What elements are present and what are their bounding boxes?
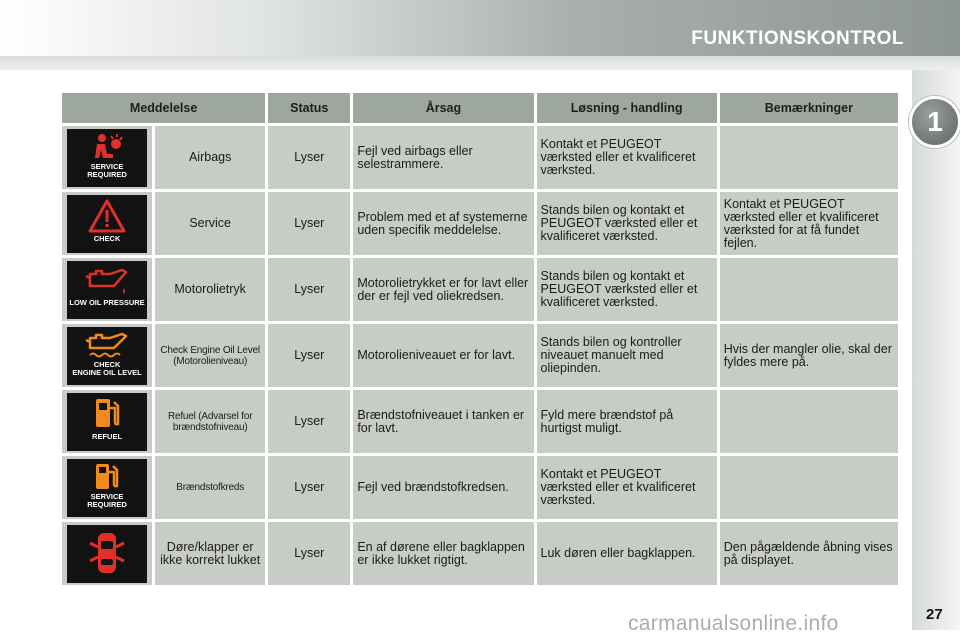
remarks-cell <box>720 258 898 321</box>
remarks-cell: Hvis der mangler olie, skal der fyldes mere på. <box>720 324 898 387</box>
icon-caption: REFUEL <box>92 431 123 441</box>
table-row <box>62 456 898 519</box>
status-cell: Lyser <box>268 192 350 255</box>
table-row <box>62 258 898 321</box>
cause-cell: Fejl ved airbags eller selestrammere. <box>353 126 533 189</box>
table-row <box>62 390 898 453</box>
message-cell: Brændstofkreds <box>155 456 265 519</box>
remarks-cell <box>720 126 898 189</box>
solution-cell: Stands bilen og kontroller niveauet manuelt med oliepinden. <box>537 324 717 387</box>
icon-cell <box>62 192 152 255</box>
warning-light-doors <box>67 525 147 583</box>
airbag-warning-icon <box>87 132 127 162</box>
status-cell: Lyser <box>268 258 350 321</box>
oil-level-icon <box>84 330 130 360</box>
warning-light-oil-level <box>67 327 147 385</box>
warning-light-refuel <box>67 393 147 451</box>
chapter-tab <box>912 70 960 630</box>
warning-lights-table <box>59 90 901 588</box>
warning-triangle-icon <box>87 198 127 234</box>
page-number: 27 <box>926 606 943 623</box>
oil-can-icon <box>84 264 130 298</box>
icon-cell <box>62 126 152 189</box>
warning-light-fuel-circuit <box>67 459 147 517</box>
message-cell: Service <box>155 192 265 255</box>
warning-light-airbag <box>67 129 147 187</box>
solution-cell: Fyld mere brændstof på hurtigst muligt. <box>537 390 717 453</box>
solution-cell: Kontakt et PEUGEOT værksted eller et kvalificeret værksted. <box>537 126 717 189</box>
status-cell: Lyser <box>268 324 350 387</box>
icon-caption: CHECK ENGINE OIL LEVEL <box>72 359 142 377</box>
solution-cell: Kontakt et PEUGEOT værksted eller et kvalificeret værksted. <box>537 456 717 519</box>
status-cell: Lyser <box>268 456 350 519</box>
message-cell: Check Engine Oil Level (Motorolieniveau) <box>155 324 265 387</box>
car-door-open-icon <box>87 529 127 579</box>
column-header-status: Status <box>268 93 350 123</box>
table-header-row <box>62 93 898 123</box>
page-title: FUNKTIONSKONTROL <box>691 28 904 49</box>
fuel-pump-orange-icon <box>92 462 122 492</box>
status-cell: Lyser <box>268 126 350 189</box>
watermark: carmanualsonline.info <box>628 612 839 635</box>
header-strip <box>0 56 960 70</box>
column-header-cause: Årsag <box>353 93 533 123</box>
warning-light-service <box>67 195 147 253</box>
remarks-cell <box>720 456 898 519</box>
message-cell: Refuel (Advarsel for brændstofniveau) <box>155 390 265 453</box>
icon-cell <box>62 456 152 519</box>
remarks-cell: Den pågældende åbning vises på displayet. <box>720 522 898 585</box>
column-header-remarks: Bemærkninger <box>720 93 898 123</box>
cause-cell: Motorolieniveauet er for lavt. <box>353 324 533 387</box>
warning-light-oil-pressure <box>67 261 147 319</box>
message-cell: Motorolietryk <box>155 258 265 321</box>
status-cell: Lyser <box>268 390 350 453</box>
column-header-message: Meddelelse <box>62 93 265 123</box>
remarks-cell <box>720 390 898 453</box>
cause-cell: Fejl ved brændstofkredsen. <box>353 456 533 519</box>
cause-cell: En af dørene eller bagklappen er ikke lukket rigtigt. <box>353 522 533 585</box>
message-cell: Døre/klapper er ikke korrekt lukket <box>155 522 265 585</box>
solution-cell: Stands bilen og kontakt et PEUGEOT værksted eller et kvalificeret værksted. <box>537 192 717 255</box>
icon-cell <box>62 258 152 321</box>
column-header-solution: Løsning - handling <box>537 93 717 123</box>
icon-cell <box>62 390 152 453</box>
cause-cell: Motorolietrykket er for lavt eller der er fejl ved oliekredsen. <box>353 258 533 321</box>
solution-cell: Luk døren eller bagklappen. <box>537 522 717 585</box>
chapter-number: 1 <box>909 96 960 148</box>
icon-cell <box>62 324 152 387</box>
table-row <box>62 522 898 585</box>
cause-cell: Problem med et af systemerne uden specifik meddelelse. <box>353 192 533 255</box>
icon-cell <box>62 522 152 585</box>
icon-caption: CHECK <box>93 233 121 243</box>
message-cell: Airbags <box>155 126 265 189</box>
cause-cell: Brændstofniveauet i tanken er for lavt. <box>353 390 533 453</box>
table-row <box>62 192 898 255</box>
table-row <box>62 324 898 387</box>
solution-cell: Stands bilen og kontakt et PEUGEOT værksted eller et kvalificeret værksted. <box>537 258 717 321</box>
table-row <box>62 126 898 189</box>
fuel-pump-icon <box>92 396 122 432</box>
icon-caption: LOW OIL PRESSURE <box>69 297 145 307</box>
icon-caption: SERVICE REQUIRED <box>87 491 127 509</box>
remarks-cell: Kontakt et PEUGEOT værksted eller et kvalificeret værksted for at få fundet fejlen. <box>720 192 898 255</box>
icon-caption: SERVICE REQUIRED <box>87 161 127 179</box>
status-cell: Lyser <box>268 522 350 585</box>
